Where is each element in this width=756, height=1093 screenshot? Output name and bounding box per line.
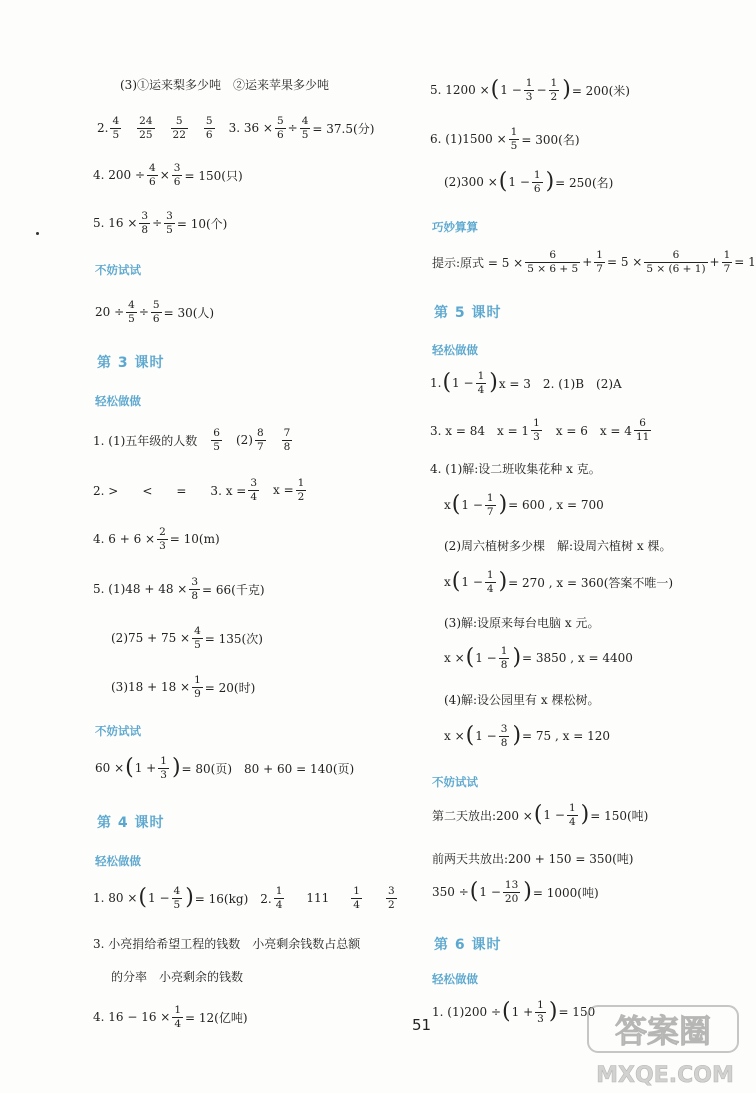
answer-line: 20 ÷ $\frac{4}{5}$ ÷ $\frac{5}{6}$ = 30(人) — [95, 299, 215, 325]
section-heading: 轻松做做 — [432, 972, 478, 986]
answer-line: 的分率 小亮剩余的钱数 — [111, 970, 244, 984]
watermark-title: 答案圈 — [614, 1012, 712, 1050]
section-heading: 轻松做做 — [95, 394, 141, 408]
section-heading: 不妨试试 — [95, 263, 141, 277]
answer-line: (2)75 + 75 × $\frac{4}{5}$ = 135(次) — [111, 625, 263, 651]
section-heading: 不妨试试 — [432, 775, 478, 789]
watermark-logo — [582, 1000, 748, 1090]
answer-line: 4. 200 ÷ $\frac{4}{6}$ × $\frac{3}{6}$ = 150(只) — [93, 162, 243, 188]
page-number: 51 — [412, 1016, 432, 1034]
answer-line: 3. 小亮捐给希望工程的钱数 小亮剩余钱数占总额 — [93, 937, 361, 951]
answer-line: x × ( 1 − $\frac{1}{8}$ ) = 3850 , x = 4400 — [444, 645, 633, 671]
ink-dot — [36, 232, 39, 235]
section-heading: 不妨试试 — [95, 724, 141, 738]
lesson-heading: 第 4 课时 — [97, 815, 165, 831]
answer-line: 提示:原式 = 5 × $\frac{6}{5 \times 6 + 5}$ + $\frac{1}{7}$ = 5 × $\frac{6}{5 \times (6 + 1)}$ + $\frac{1}{7}$ = 1 — [432, 249, 756, 275]
section-heading: 巧妙算算 — [432, 220, 478, 234]
lesson-heading: 第 6 课时 — [434, 937, 502, 953]
answer-line: x ( 1 − $\frac{1}{4}$ ) = 270 , x = 360(答案不唯一) — [444, 569, 674, 595]
answer-line: (4)解:设公园里有 x 棵松树。 — [444, 693, 600, 707]
lesson-heading: 第 5 课时 — [434, 305, 502, 321]
section-heading: 轻松做做 — [95, 854, 141, 868]
answer-line: 4. (1)解:设二班收集花种 x 克。 — [430, 462, 601, 476]
answer-line: x × ( 1 − $\frac{3}{8}$ ) = 75 , x = 120 — [444, 723, 610, 749]
answer-line: (2)周六植树多少棵 解:设周六植树 x 棵。 — [444, 539, 672, 553]
answer-line: 2. $\frac{4}{5}$ $\frac{24}{25}$ $\frac{5}{22}$ $\frac{5}{6}$ 3. 36 × $\frac{5}{6}$ ÷ $\frac{4}{5}$ = 37.5(分) — [97, 115, 375, 141]
answer-line: (3)18 + 18 × $\frac{1}{9}$ = 20(时) — [111, 674, 256, 700]
answer-line: 6. (1)1500 × $\frac{1}{5}$ = 300(名) — [430, 126, 580, 152]
answer-line: 4. 6 + 6 × $\frac{2}{3}$ = 10(m) — [93, 526, 220, 552]
answer-line: 5. (1)48 + 48 × $\frac{3}{8}$ = 66(千克) — [93, 576, 265, 602]
lesson-heading: 第 3 课时 — [97, 355, 165, 371]
answer-line: 5. 1200 × ( 1 − $\frac{1}{3}$ − $\frac{1}{2}$ ) = 200(米) — [430, 77, 630, 103]
answer-line: 1. (1)200 ÷ ( 1 + $\frac{1}{3}$ ) = 150 — [432, 999, 596, 1025]
answer-line: 前两天共放出:200 + 150 = 350(吨) — [432, 852, 634, 866]
answer-line: 2. > < = 3. x = $\frac{3}{4}$ x = $\frac{1}{2}$ — [93, 477, 305, 503]
answer-line: x ( 1 − $\frac{1}{7}$ ) = 600 , x = 700 — [444, 492, 604, 518]
answer-line: 1. ( 1 − $\frac{1}{4}$ ) x = 3 2. (1)B (2)A — [430, 370, 622, 396]
answer-line: 1. 80 × ( 1 − $\frac{4}{5}$ ) = 16(kg) 2. $\frac{1}{4}$ 111 $\frac{1}{4}$ $\frac{3}{2}$ — [93, 885, 395, 911]
answer-line: (3)解:设原来每台电脑 x 元。 — [444, 616, 600, 630]
answer-line: 3. x = 84 x = 1 $\frac{1}{3}$ x = 6 x = 4 $\frac{6}{11}$ — [430, 417, 650, 443]
answer-line: 60 × ( 1 + $\frac{1}{3}$ ) = 80(页) 80 + 60 = 140(页) — [95, 755, 355, 781]
section-heading: 轻松做做 — [432, 343, 478, 357]
answer-line: 第二天放出:200 × ( 1 − $\frac{1}{4}$ ) = 150(吨) — [432, 802, 649, 828]
answer-line: (3)①运来梨多少吨 ②运来苹果多少吨 — [120, 78, 329, 92]
answer-line: 4. 16 − 16 × $\frac{1}{4}$ = 12(亿吨) — [93, 1004, 248, 1030]
answer-line: 1. (1)五年级的人数 $\frac{6}{5}$ (2) $\frac{8}{7}$ $\frac{7}{8}$ — [93, 427, 291, 453]
answer-line: (2)300 × ( 1 − $\frac{1}{6}$ ) = 250(名) — [444, 169, 614, 195]
watermark-url: MXQE.COM — [596, 1063, 734, 1088]
answer-line: 5. 16 × $\frac{3}{8}$ ÷ $\frac{3}{5}$ = 10(个) — [93, 210, 228, 236]
answer-line: 350 ÷ ( 1 − $\frac{13}{20}$ ) = 1000(吨) — [432, 879, 599, 905]
